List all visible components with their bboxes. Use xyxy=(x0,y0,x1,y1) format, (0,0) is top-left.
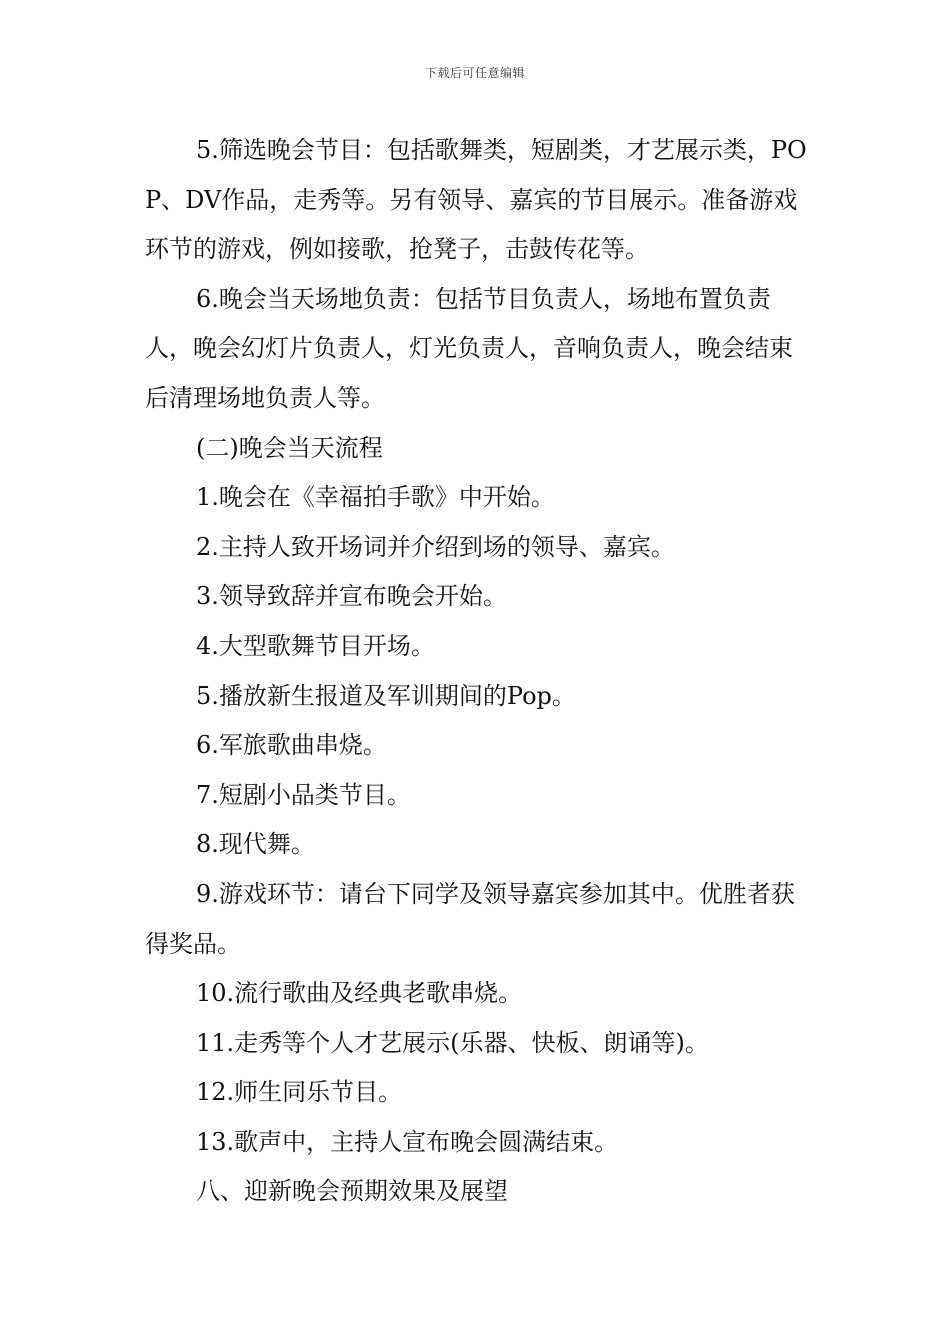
list-item: 5.播放新生报道及军训期间的Pop。 xyxy=(196,681,576,710)
list-item: 1.晚会在《幸福拍手歌》中开始。 xyxy=(196,483,555,512)
list-item: 4.大型歌舞节目开场。 xyxy=(196,631,435,660)
list-item: 2.主持人致开场词并介绍到场的领导、嘉宾。 xyxy=(196,532,675,561)
list-item: 10.流行歌曲及经典老歌串烧。 xyxy=(196,979,523,1008)
section-heading-expected-effect: 八、迎新晚会预期效果及展望 xyxy=(196,1177,508,1206)
document-body xyxy=(145,126,810,1217)
list-item: 7.短剧小品类节目。 xyxy=(196,780,411,809)
list-item: 12.师生同乐节目。 xyxy=(196,1078,403,1107)
list-item: 8.现代舞。 xyxy=(196,830,315,859)
list-item: 9.游戏环节：请台下同学及领导嘉宾参加其中。优胜者获得奖品。 xyxy=(145,879,795,958)
list-item: 11.走秀等个人才艺展示(乐器、快板、朗诵等)。 xyxy=(196,1028,709,1057)
list-item: 13.歌声中，主持人宣布晚会圆满结束。 xyxy=(196,1127,619,1156)
paragraph-program-selection: 5.筛选晚会节目：包括歌舞类，短剧类，才艺展示类，POP、DV作品，走秀等。另有领导、嘉宾的节目展示。准备游戏环节的游戏，例如接歌，抢凳子，击鼓传花等。 xyxy=(145,136,807,264)
paragraph-venue-responsibility: 6.晚会当天场地负责：包括节目负责人，场地布置负责人，晚会幻灯片负责人，灯光负责人，音响负责人，晚会结束后清理场地负责人等。 xyxy=(145,284,793,412)
list-item: 6.军旅歌曲串烧。 xyxy=(196,731,387,760)
list-item: 3.领导致辞并宣布晚会开始。 xyxy=(196,582,507,611)
page-header-note: 下载后可任意编辑 xyxy=(424,66,525,80)
section-heading-day-flow: (二)晚会当天流程 xyxy=(196,433,383,462)
